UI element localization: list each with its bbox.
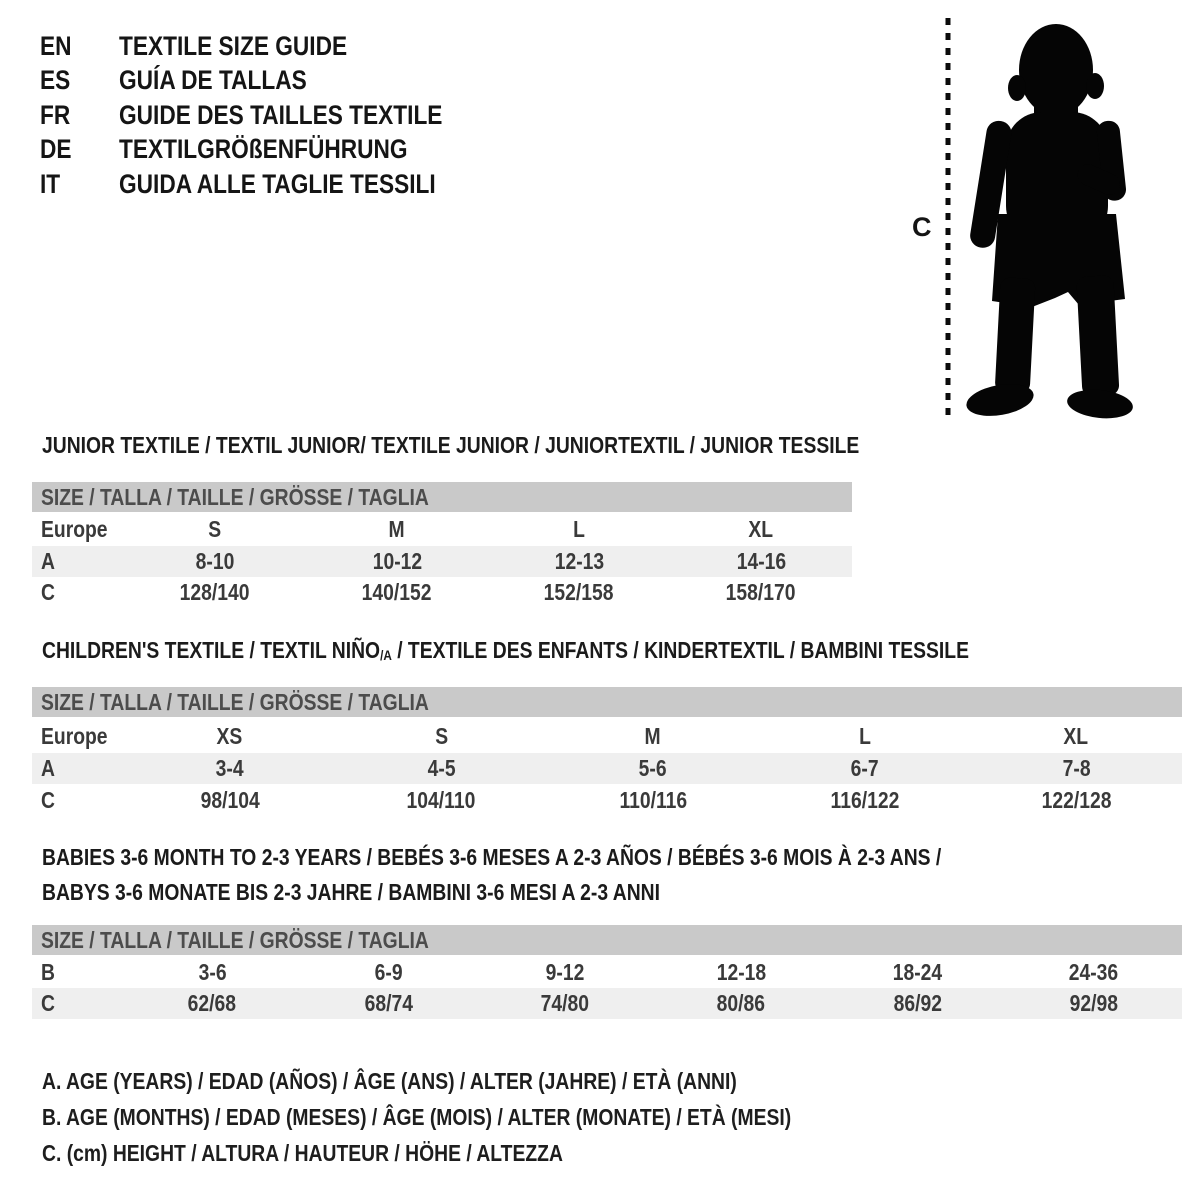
children-col-l	[759, 723, 971, 750]
babies-section-title-text1: BABIES 3-6 MONTH TO 2-3 YEARS / BEBÉS 3-6 MESES A 2-3 AÑOS / BÉBÉS 3-6 MOIS À 2-3 ANS /	[42, 844, 942, 870]
cell-text: 24-36	[1069, 959, 1119, 985]
toddler-silhouette-icon	[958, 8, 1143, 423]
language-title-list	[40, 29, 504, 202]
table-cell	[1006, 990, 1182, 1017]
cell-text: 110/116	[619, 787, 687, 813]
table-cell	[759, 755, 971, 782]
children-col-xl	[970, 723, 1182, 750]
language-row-de	[40, 133, 504, 168]
children-section-title-text	[42, 637, 969, 664]
cell-text: 128/140	[180, 579, 250, 605]
cell-text: 10-12	[372, 548, 422, 574]
children-table-row-a	[32, 753, 1182, 784]
cell-text: M	[644, 723, 662, 749]
language-label	[119, 65, 343, 96]
junior-size-header-text: SIZE / TALLA / TAILLE / GRÖSSE / TAGLIA	[41, 483, 429, 510]
junior-table-row-c	[32, 577, 852, 608]
table-cell	[336, 787, 548, 814]
table-cell	[653, 990, 829, 1017]
cell-text: L	[858, 723, 871, 749]
legend-text: A. AGE (YEARS) / EDAD (AÑOS) / ÂGE (ANS) / ALTER (JAHRE) / ETÀ (ANNI)	[42, 1068, 737, 1094]
cell-text: 12-13	[554, 548, 604, 574]
table-cell	[759, 787, 971, 814]
height-measure-dashed-line-icon	[944, 16, 954, 418]
children-col-xs	[124, 723, 336, 750]
babies-size-header-text: SIZE / TALLA / TAILLE / GRÖSSE / TAGLIA	[41, 926, 429, 953]
table-cell	[653, 959, 829, 986]
language-label-text: TEXTILGRÖßENFÜHRUNG	[119, 134, 408, 165]
cell-text: 68/74	[364, 990, 413, 1016]
legend-text: C. (cm) HEIGHT / ALTURA / HAUTEUR / HÖHE / ALTEZZA	[42, 1140, 563, 1166]
cell-text: A	[41, 548, 55, 574]
cell-text: 74/80	[540, 990, 589, 1016]
table-cell	[547, 755, 759, 782]
language-code-text: DE	[40, 134, 72, 165]
cell-text: XL	[1063, 723, 1089, 749]
cell-text: A	[41, 755, 55, 781]
cell-text: 62/68	[187, 990, 237, 1016]
table-cell	[477, 959, 653, 986]
legend-text: B. AGE (MONTHS) / EDAD (MESES) / ÂGE (MOIS) / ALTER (MONATE) / ETÀ (MESI)	[42, 1104, 792, 1130]
language-code-text: EN	[40, 30, 72, 61]
children-col-s	[336, 723, 548, 750]
cell-text: 98/104	[200, 787, 260, 813]
children-size-header-text: SIZE / TALLA / TAILLE / GRÖSSE / TAGLIA	[41, 688, 429, 715]
row-label	[32, 787, 124, 814]
cell-text: Europe	[41, 723, 108, 749]
cell-text: 158/170	[726, 579, 796, 605]
language-code-text: ES	[40, 65, 71, 96]
cell-text: 122/128	[1041, 787, 1112, 813]
junior-col-l	[488, 516, 670, 543]
junior-col-xl	[670, 516, 852, 543]
table-cell	[547, 787, 759, 814]
babies-section-title-text2: BABYS 3-6 MONATE BIS 2-3 JAHRE / BAMBINI 3-6 MESI A 2-3 ANNI	[42, 879, 660, 905]
cell-text: S	[434, 723, 448, 749]
cell-text: 18-24	[892, 959, 943, 985]
table-cell	[670, 579, 852, 606]
language-label	[119, 134, 463, 165]
language-label-text: GUIDE DES TAILLES TEXTILE	[119, 99, 443, 130]
children-col-europe	[32, 723, 124, 750]
babies-table-row-b	[32, 957, 1182, 988]
table-cell	[124, 959, 300, 986]
table-cell	[829, 990, 1005, 1017]
language-code	[40, 134, 119, 165]
children-section-title	[42, 637, 1146, 664]
babies-section-title-line1	[42, 844, 1113, 871]
cell-text: 3-4	[215, 755, 244, 781]
language-label	[119, 31, 391, 62]
cell-text: 4-5	[427, 755, 456, 781]
table-cell	[829, 959, 1005, 986]
table-cell	[124, 755, 336, 782]
table-cell	[124, 548, 306, 575]
junior-col-s	[124, 516, 306, 543]
table-cell	[336, 755, 548, 782]
table-cell	[670, 548, 852, 575]
cell-text: XS	[216, 723, 243, 749]
language-row-fr	[40, 98, 504, 133]
row-label	[32, 990, 124, 1017]
table-cell	[124, 787, 336, 814]
junior-table-row-a	[32, 546, 852, 577]
language-row-es	[40, 64, 504, 99]
language-code-text: FR	[40, 99, 71, 130]
children-table-row-c	[32, 785, 1182, 816]
cell-text: 3-6	[198, 959, 227, 985]
table-cell	[488, 548, 670, 575]
table-cell	[124, 579, 306, 606]
cell-text: 8-10	[195, 548, 235, 574]
cell-text: 7-8	[1062, 755, 1091, 781]
table-cell	[300, 990, 476, 1017]
language-code	[40, 65, 119, 96]
children-table-header-row	[32, 721, 1182, 752]
language-label-text: GUIDA ALLE TAGLIE TESSILI	[119, 168, 436, 199]
cell-text: C	[41, 787, 55, 813]
cell-text: XL	[748, 516, 774, 542]
language-label	[119, 100, 504, 131]
title-suffix: / TEXTILE DES ENFANTS / KINDERTEXTIL / BAMBINI TESSILE	[391, 637, 969, 663]
legend-line-a	[42, 1068, 869, 1095]
cell-text: Europe	[41, 516, 108, 542]
junior-section-title	[42, 432, 1015, 459]
cell-text: 104/110	[407, 787, 476, 813]
language-code-text: IT	[40, 168, 61, 199]
cell-text: 152/158	[544, 579, 614, 605]
title-subscript: /A	[380, 647, 392, 663]
height-measure-label: C	[912, 212, 932, 242]
cell-text: L	[573, 516, 585, 542]
children-col-m	[547, 723, 759, 750]
language-code	[40, 31, 119, 62]
language-label-text: TEXTILE SIZE GUIDE	[119, 30, 348, 61]
table-cell	[300, 959, 476, 986]
legend-line-b	[42, 1104, 934, 1131]
table-cell	[306, 548, 488, 575]
cell-text: 14-16	[736, 548, 786, 574]
cell-text: C	[41, 579, 55, 605]
cell-text: 12-18	[716, 959, 766, 985]
cell-text: M	[388, 516, 406, 542]
language-label	[119, 169, 496, 200]
babies-size-header-bar	[32, 925, 1182, 955]
children-size-header-bar	[32, 687, 1182, 717]
cell-text: 80/86	[716, 990, 766, 1016]
cell-text: 116/122	[830, 787, 899, 813]
language-code	[40, 100, 119, 131]
row-label	[32, 579, 124, 606]
cell-text: 140/152	[362, 579, 432, 605]
language-label-text: GUÍA DE TALLAS	[119, 65, 307, 96]
junior-section-title-text: JUNIOR TEXTILE / TEXTIL JUNIOR/ TEXTILE JUNIOR / JUNIORTEXTIL / JUNIOR TESSILE	[42, 432, 860, 458]
legend-line-c	[42, 1140, 662, 1167]
language-code	[40, 169, 119, 200]
table-cell	[306, 579, 488, 606]
table-cell	[970, 755, 1182, 782]
table-cell	[488, 579, 670, 606]
cell-text: 5-6	[639, 755, 667, 781]
babies-section-title-line2	[42, 879, 778, 906]
cell-text: B	[41, 959, 55, 985]
cell-text: 6-7	[850, 755, 879, 781]
table-cell	[477, 990, 653, 1017]
junior-table-header-row	[32, 514, 852, 545]
babies-table-row-c	[32, 988, 1182, 1019]
language-row-it	[40, 167, 504, 202]
table-cell	[970, 787, 1182, 814]
table-cell	[1006, 959, 1182, 986]
cell-text: 92/98	[1069, 990, 1118, 1016]
junior-size-header-bar	[32, 482, 852, 512]
cell-text: S	[208, 516, 222, 542]
row-label	[32, 959, 124, 986]
row-label	[32, 548, 124, 575]
cell-text: 6-9	[374, 959, 403, 985]
table-cell	[124, 990, 300, 1017]
language-row-en	[40, 29, 504, 64]
row-label	[32, 755, 124, 782]
title-prefix: CHILDREN'S TEXTILE / TEXTIL NIÑO	[42, 637, 381, 663]
cell-text: 86/92	[893, 990, 942, 1016]
junior-col-europe	[32, 516, 124, 543]
cell-text: 9-12	[545, 959, 585, 985]
junior-col-m	[306, 516, 488, 543]
cell-text: C	[41, 990, 55, 1016]
